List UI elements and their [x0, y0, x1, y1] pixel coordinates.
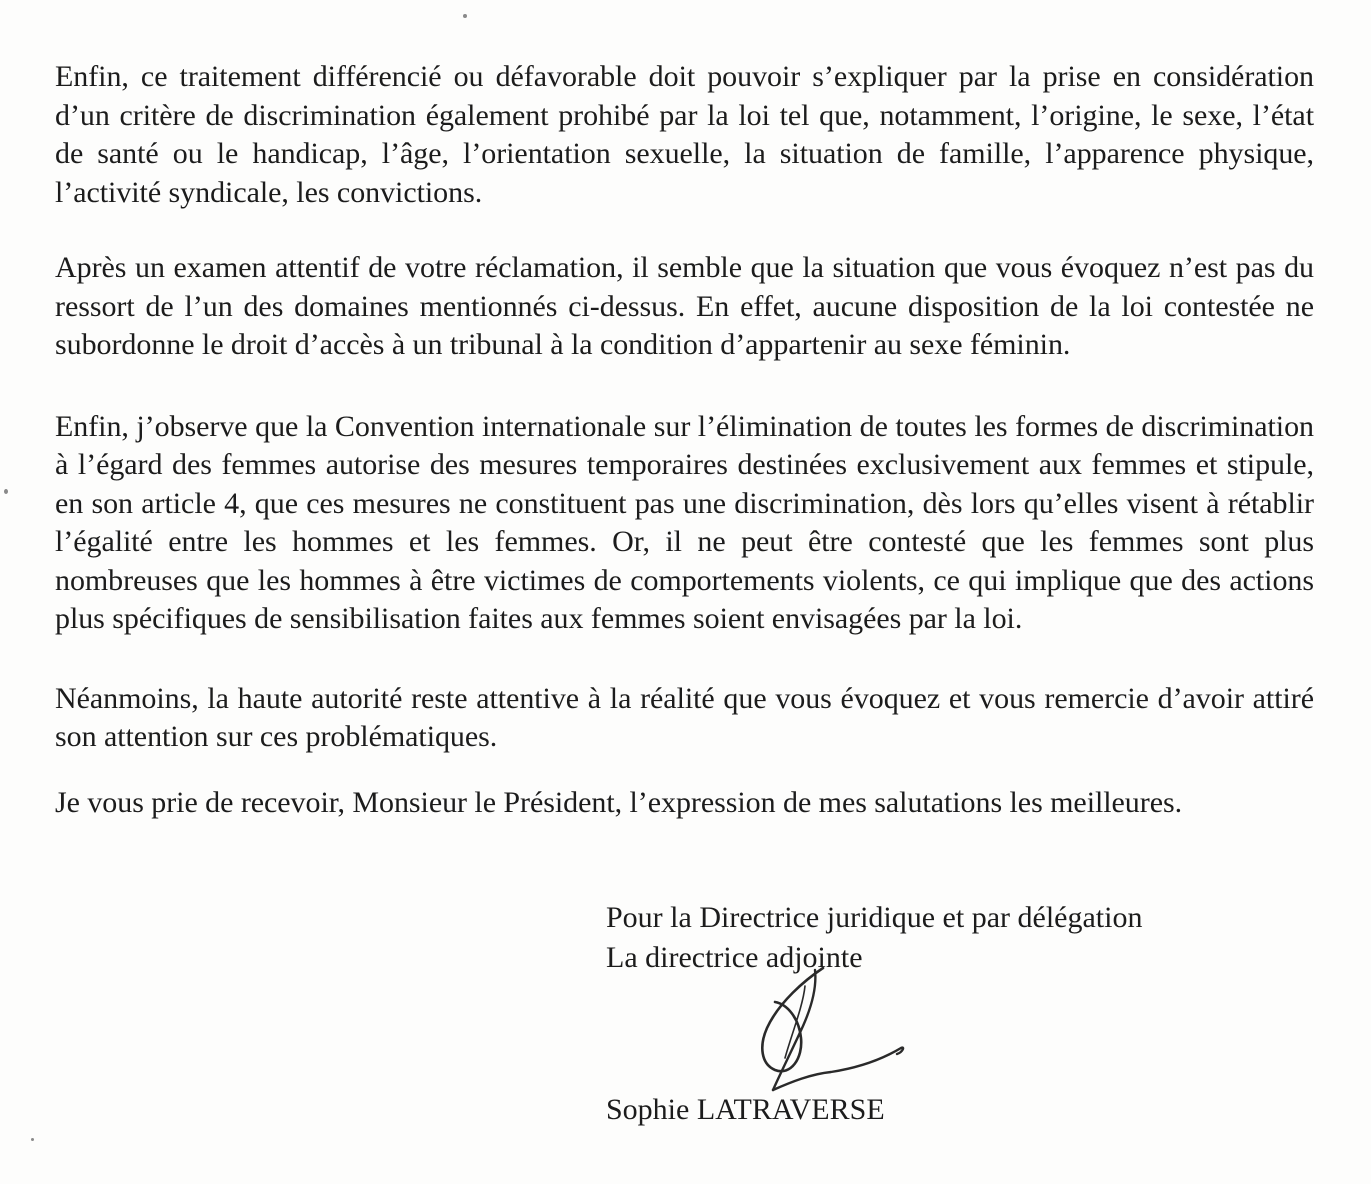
signature-delegation-line: Pour la Directrice juridique et par délégation — [606, 901, 1143, 934]
handwritten-signature — [745, 966, 915, 1101]
paragraph-discrimination-criteria: Enfin, ce traitement différencié ou défavorable doit pouvoir s’expliquer par la prise en considération d’un critère de discrimination également prohibé par la loi tel que, notamment, l’origine, le sexe, l’état de santé ou le handicap, l’âge, l’orientation sexuelle, la situation de famille, l’apparence physique, l’activité syndicale, les convictions. — [55, 60, 1314, 209]
letter-body — [55, 58, 1314, 822]
paragraph-convention: Enfin, j’observe que la Convention internationale sur l’élimination de toutes les formes de discrimination à l’égard des femmes autorise des mesures temporaires destinées exclusivement aux femmes et stipule, en son article 4, que ces mesures ne constituent pas une discrimination, dès lors qu’elles visent à rétablir l’égalité entre les hommes et les femmes. Or, il ne peut être contesté que les femmes sont plus nombreuses que les hommes à être victimes de comportements violents, ce qui implique que des actions plus spécifiques de sensibilisation faites aux femmes soient envisagées par la loi. — [55, 409, 1314, 635]
signature-title-line: La directrice adjointe — [606, 941, 863, 974]
signer-name: Sophie LATRAVERSE — [606, 1093, 885, 1126]
paragraph-closing-salutation: Je vous prie de recevoir, Monsieur le Président, l’expression de mes salutations les meilleures. — [55, 785, 1183, 819]
signature-block — [606, 898, 1246, 978]
paragraph-examination-result: Après un examen attentif de votre réclamation, il semble que la situation que vous évoquez n’est pas du ressort de l’un des domaines mentionnés ci-dessus. En effet, aucune disposition de la loi contestée ne subordonne le droit d’accès à un tribunal à la condition d’appartenir au sexe féminin. — [55, 251, 1314, 361]
scan-speck — [31, 1138, 34, 1141]
scan-speck — [463, 14, 467, 18]
paragraph-nevertheless: Néanmoins, la haute autorité reste attentive à la réalité que vous évoquez et vous remercie d’avoir attiré son attention sur ces problématiques. — [55, 681, 1314, 753]
scan-speck — [4, 489, 8, 494]
